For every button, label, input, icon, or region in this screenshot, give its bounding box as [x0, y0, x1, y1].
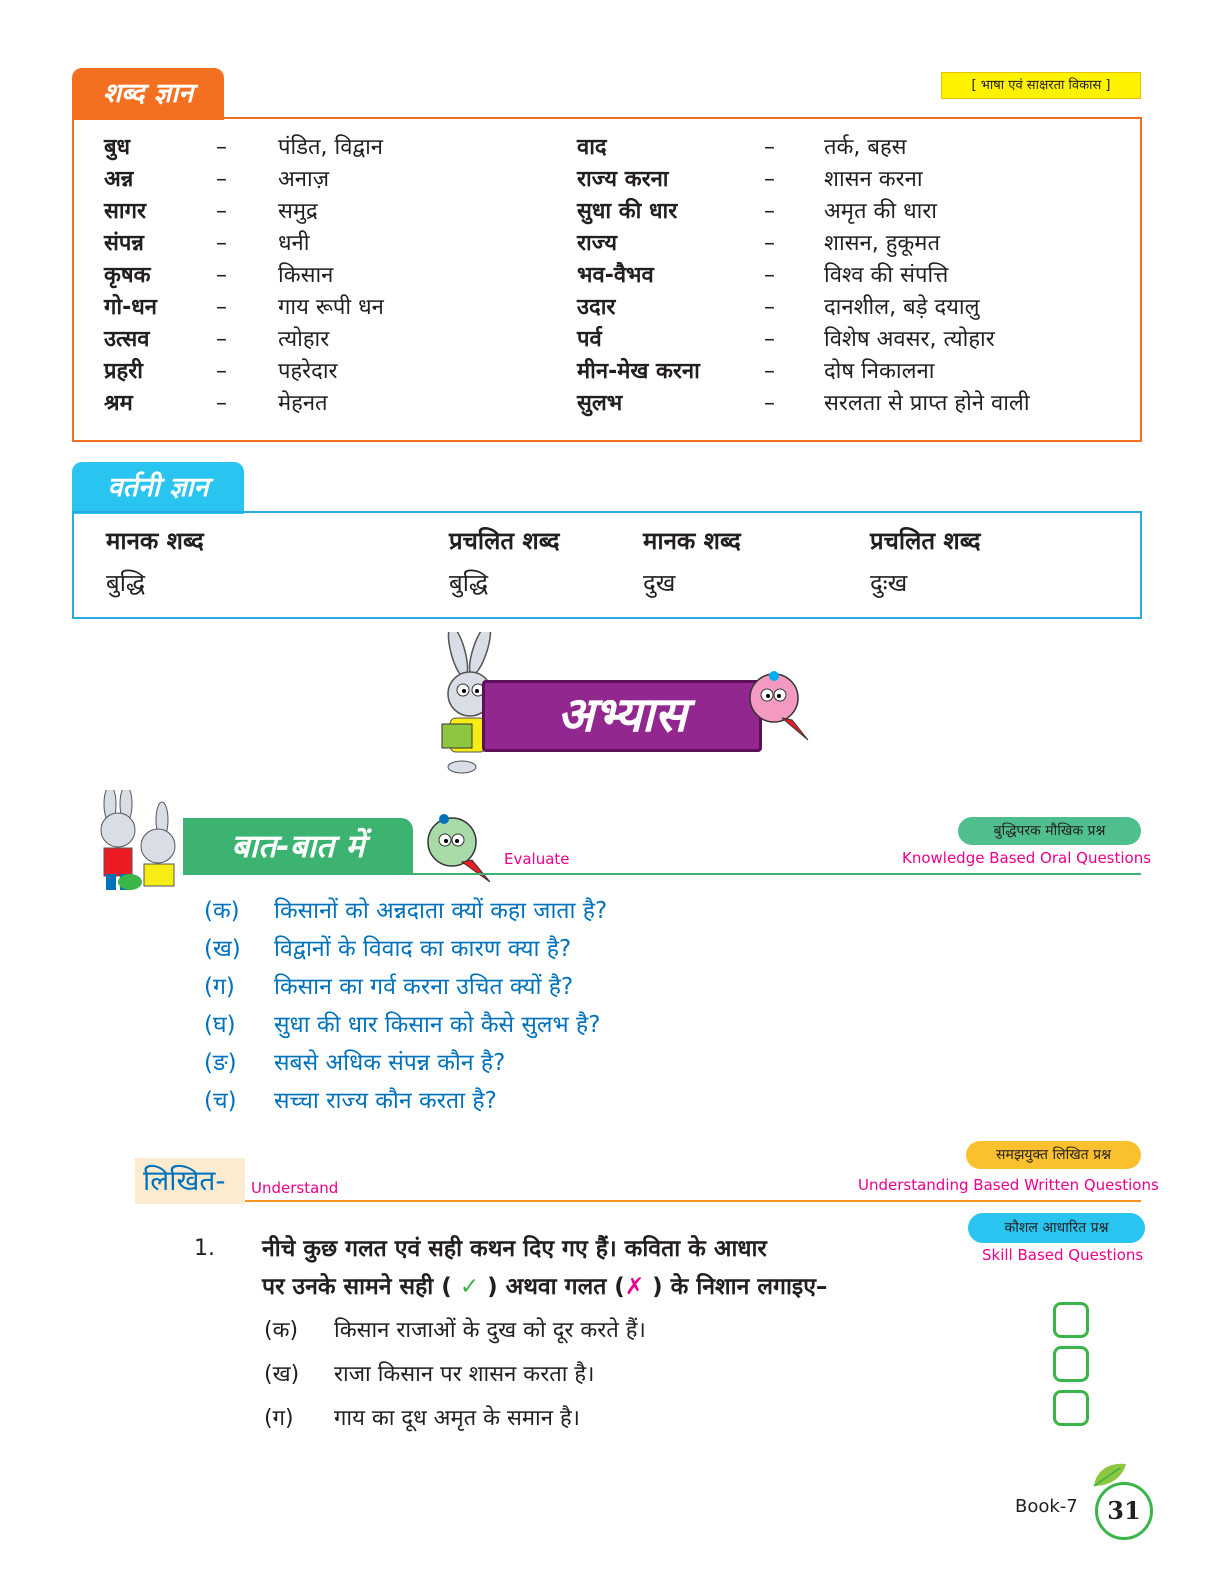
word-right: सुलभ [577, 391, 623, 416]
question-instruction [262, 1230, 827, 1306]
word-left: अन्न [104, 167, 134, 192]
word-row [104, 228, 1134, 260]
word-left: श्रम [104, 391, 133, 416]
oral-question-text: विद्वानों के विवाद का कारण क्या है? [274, 936, 572, 962]
oral-question-item [204, 968, 573, 1006]
section-divider-green [183, 873, 1141, 875]
word-left: संपन्न [104, 231, 144, 256]
statement-text: गाय का दूध अमृत के समान है। [334, 1406, 580, 1431]
oral-question-number: (ख) [204, 936, 241, 962]
question-line-2 [262, 1268, 827, 1306]
dash-right: – [764, 295, 775, 320]
vartani-header-prachalit-1: प्रचलित शब्द [449, 527, 560, 555]
oral-question-item [204, 1044, 505, 1082]
tick-mark-icon: ✓ [459, 1274, 480, 1300]
evaluate-label: Evaluate [504, 850, 570, 868]
dash-left: – [216, 391, 227, 416]
statement-number: (ख) [264, 1362, 300, 1387]
meaning-right: सरलता से प्राप्त होने वाली [824, 391, 1030, 416]
dash-right: – [764, 391, 775, 416]
oral-question-number: (ग) [204, 974, 235, 1000]
answer-checkbox[interactable] [1053, 1302, 1089, 1338]
vartani-header-prachalit-2: प्रचलित शब्द [870, 527, 981, 555]
meaning-left: समुद्र [278, 199, 318, 224]
meaning-left: पहरेदार [278, 359, 338, 384]
oral-question-text: सुधा की धार किसान को कैसे सुलभ है? [274, 1012, 601, 1038]
meaning-right: दोष निकालना [824, 359, 935, 384]
word-right: भव-वैभव [577, 263, 654, 288]
dash-right: – [764, 263, 775, 288]
bhasha-sakshrata-tag: [ भाषा एवं साक्षरता विकास ] [941, 72, 1141, 99]
word-row [104, 260, 1134, 292]
meaning-right: विशेष अवसर, त्योहार [824, 327, 995, 352]
dash-right: – [764, 167, 775, 192]
dash-left: – [216, 263, 227, 288]
meaning-left: अनाज़ [278, 167, 330, 192]
oral-question-number: (घ) [204, 1012, 236, 1038]
understand-label: Understand [251, 1179, 339, 1197]
word-right: राज्य करना [577, 167, 669, 192]
dash-right: – [764, 199, 775, 224]
oral-question-item [204, 892, 607, 930]
vartani-value-4: दुःख [870, 569, 908, 597]
dash-left: – [216, 295, 227, 320]
skill-questions-pill: कौशल आधारित प्रश्न [968, 1213, 1145, 1243]
dash-left: – [216, 231, 227, 256]
meaning-left: धनी [278, 231, 310, 256]
meaning-left: पंडित, विद्वान [278, 135, 383, 160]
word-right: मीन-मेख करना [577, 359, 700, 384]
word-right: पर्व [577, 327, 602, 352]
bunnies-talking-illustration [74, 790, 186, 898]
word-right: वाद [577, 135, 607, 160]
vartani-header-manak-2: मानक शब्द [643, 527, 741, 555]
section-divider-orange [245, 1200, 1141, 1202]
word-left: सागर [104, 199, 146, 224]
word-right: राज्य [577, 231, 618, 256]
meaning-right: तर्क, बहस [824, 135, 907, 160]
oral-question-item [204, 1082, 497, 1120]
meaning-right: दानशील, बड़े दयालु [824, 295, 980, 320]
meaning-right: शासन, हुकूमत [824, 231, 941, 256]
skill-questions-english-label: Skill Based Questions [982, 1246, 1144, 1264]
word-row [104, 132, 1134, 164]
written-questions-pill: समझयुक्त लिखित प्रश्न [966, 1141, 1141, 1169]
baat-baat-mein-heading: बात-बात में [183, 818, 413, 874]
meaning-left: त्योहार [278, 327, 330, 352]
statement-number: (क) [264, 1318, 299, 1343]
statement-item [264, 1314, 646, 1344]
abhyas-banner: अभ्यास [482, 680, 762, 752]
word-row [104, 388, 1134, 420]
dash-left: – [216, 135, 227, 160]
dash-left: – [216, 167, 227, 192]
oral-question-number: (च) [204, 1088, 237, 1114]
question-line-1: नीचे कुछ गलत एवं सही कथन दिए गए हैं। कविता के आधार [262, 1236, 767, 1262]
question-line-2-part-a: पर उनके सामने सही ( [262, 1274, 452, 1300]
vartani-value-1: बुद्धि [106, 569, 146, 597]
meaning-right: विश्व की संपत्ति [824, 263, 949, 288]
meaning-left: गाय रूपी धन [278, 295, 384, 320]
oral-question-text: किसान का गर्व करना उचित क्यों है? [274, 974, 574, 1000]
dash-right: – [764, 359, 775, 384]
word-row [104, 164, 1134, 196]
word-row [104, 356, 1134, 388]
statement-item [264, 1402, 580, 1432]
oral-question-item [204, 1006, 600, 1044]
vartani-gyan-heading: वर्तनी ज्ञान [72, 462, 244, 514]
oral-questions-pill: बुद्धिपरक मौखिक प्रश्न [958, 817, 1141, 845]
vartani-header-manak-1: मानक शब्द [106, 527, 204, 555]
page-number: 31 [1095, 1482, 1153, 1540]
pencil-mascot-icon [748, 668, 814, 748]
word-right: सुधा की धार [577, 199, 678, 224]
oral-question-text: सबसे अधिक संपन्न कौन है? [274, 1050, 506, 1076]
answer-checkbox[interactable] [1053, 1390, 1089, 1426]
word-row [104, 196, 1134, 228]
statement-item [264, 1358, 594, 1388]
oral-question-item [204, 930, 571, 968]
meaning-left: किसान [278, 263, 334, 288]
oral-question-text: किसानों को अन्नदाता क्यों कहा जाता है? [274, 898, 608, 924]
word-row [104, 292, 1134, 324]
oral-question-text: सच्चा राज्य कौन करता है? [274, 1088, 497, 1114]
vartani-value-2: बुद्धि [449, 569, 489, 597]
dash-left: – [216, 359, 227, 384]
statement-text: राजा किसान पर शासन करता है। [334, 1362, 595, 1387]
word-left: गो-धन [104, 295, 157, 320]
meaning-right: शासन करना [824, 167, 923, 192]
oral-question-number: (ङ) [204, 1050, 237, 1076]
dash-left: – [216, 199, 227, 224]
word-left: कृषक [104, 263, 151, 288]
meaning-left: मेहनत [278, 391, 328, 416]
vartani-value-3: दुख [643, 569, 676, 597]
word-left: उत्सव [104, 327, 150, 352]
dash-right: – [764, 231, 775, 256]
likhit-heading: लिखित- [135, 1158, 245, 1204]
shabd-gyan-heading: शब्द ज्ञान [72, 68, 224, 120]
dash-right: – [764, 135, 775, 160]
oral-questions-english-label: Knowledge Based Oral Questions [902, 849, 1152, 867]
dash-left: – [216, 327, 227, 352]
meaning-right: अमृत की धारा [824, 199, 938, 224]
statement-text: किसान राजाओं के दुख को दूर करते हैं। [334, 1318, 646, 1343]
vartani-gyan-box [72, 511, 1142, 619]
answer-checkbox[interactable] [1053, 1346, 1089, 1382]
cross-mark-icon: ✗ [624, 1274, 645, 1300]
question-line-2-part-b: ) अथवा गलत ( [487, 1274, 625, 1300]
written-questions-english-label: Understanding Based Written Questions [858, 1176, 1159, 1194]
word-row [104, 324, 1134, 356]
question-number: 1. [194, 1236, 215, 1261]
oral-question-number: (क) [204, 898, 240, 924]
book-label: Book-7 [1015, 1496, 1078, 1517]
question-line-2-part-c: ) के निशान लगाइए– [652, 1274, 828, 1300]
word-left: बुध [104, 135, 131, 160]
dash-right: – [764, 327, 775, 352]
word-right: उदार [577, 295, 616, 320]
statement-number: (ग) [264, 1406, 294, 1431]
word-left: प्रहरी [104, 359, 143, 384]
